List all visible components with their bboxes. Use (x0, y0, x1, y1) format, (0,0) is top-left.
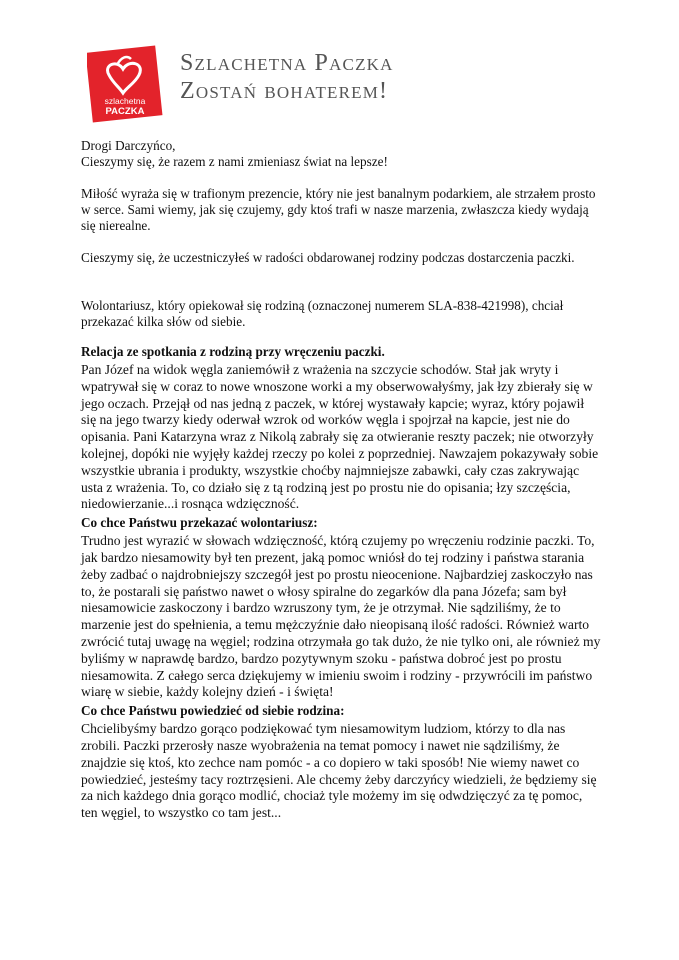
brand-logo (87, 43, 163, 123)
paragraph-joy: Cieszymy się, że uczestniczyłeś w radości obdarowanej rodziny podczas dostarczenia paczki. (81, 250, 575, 265)
brand-subtitle: Zostań bohaterem! (180, 78, 389, 104)
section-heading-family: Co chce Państwu powiedzieć od siebie rodzina: (81, 703, 345, 719)
paragraph-love: Miłość wyraża się w trafionym prezencie, który nie jest banalnym podarkiem, ale strzałem prosto w serce. Sami wiemy, jak się czujemy, gdy ktoś trafi w nasze marzenia, zwłaszcza kiedy wydają się nierealne. (81, 186, 596, 233)
section-text-volunteer: Trudno jest wyrazić w słowach wdzięczność, którą czujemy po wręczeniu rodzinie paczki. To, jak bardzo niesamowity był ten prezent, jaką pomoc wniósł do tej rodziny i państwa starania żeby zadbać o najdrobniejszy szczegół jest po prostu nieocenione. Najbardziej zaskoczyło nas to, że postarali się państwo nawet o włosy spiralne do zegarków dla pana Józefa; sam był niesamowicie zaskoczony i bardzo wzruszony tym, że je otrzymał. Nie sądziliśmy, że to marzenie jest do spełnienia, a temu mężczyźnie dało nieopisaną ilość radości. Również warto zwrócić tutaj uwagę na węgiel; rodzina otrzymała go tak dużo, że nie tylko oni, ale również my byliśmy w naprawdę bardzo, bardzo pozytywnym szoku - państwa dobroć jest po prostu niesamowita. Z całego serca dziękujemy w imieniu swoim i rodziny - przywrócili im państwo wiarę w siebie, każdy kolejny dzień - i święta! (81, 533, 601, 700)
section-text-family: Chcielibyśmy bardzo gorąco podziękować tym niesamowitym ludziom, którzy to dla nas zrobili. Paczki przerosły nasze wyobrażenia na temat pomocy i nawet nie sądziliśmy, że znajdzie się ktoś, kto zechce nam pomóc - a co dopiero w taki sposób! Nie wiemy nawet co powiedzieć, jesteśmy tacy roztrzęsieni. Ale chcemy żeby darczyńcy wiedzieli, że będziemy się za nich każdego dnia gorąco modlić, chociaż tyle możemy im się odwdzięczyć za tę pomoc, ten węgiel, to wszystko co tam jest... (81, 721, 597, 821)
section-heading-meeting: Relacja ze spotkania z rodziną przy wręczeniu paczki. (81, 344, 385, 359)
paragraph-volunteer: Wolontariusz, który opiekował się rodziną (oznaczonej numerem SLA-838-421998), chciał przekazać kilka słów od siebie. (81, 298, 564, 329)
section-text-meeting: Pan Józef na widok węgla zaniemówił z wrażenia na szczycie schodów. Stał jak wryty i wpatrywał się w coraz to nowe wnoszone worki a my obserwowałyśmy, jak łzy zbierały się w jego oczach. Przejął od nas jedną z paczek, w której wystawały kapcie; wyraz, który pojawił się na jego twarzy kiedy oderwał wzrok od worków węgla i spojrzał na kapcie, jest nie do opisania. Pani Katarzyna wraz z Nikolą zabrały się za otwieranie reszty paczek; nie otworzyły kolejnej, dopóki nie wyjęły każdej rzeczy po kolei z poprzedniej. Nawzajem pokazywały sobie wszystkie ubrania i produkty, wszystkie choćby najmniejsze zabawki, cały czas zakrywając usta z wrażenia. To, co działo się z tą rodziną jest po prostu nie do opisania; łzy szczęścia, niedowierzanie...i rosnąca wdzięczność. (81, 362, 599, 512)
heart-gift-icon (87, 43, 163, 123)
logo-text-line2: PACZKA (105, 106, 145, 117)
brand-title: Szlachetna Paczka (180, 50, 394, 76)
section-heading-volunteer: Co chce Państwu przekazać wolontariusz: (81, 515, 318, 531)
intro-line: Cieszymy się, że razem z nami zmieniasz świat na lepsze! (81, 154, 388, 169)
letter-body (81, 138, 601, 822)
logo-text-line1: szlachetna (104, 96, 146, 106)
greeting: Drogi Darczyńco, (81, 138, 176, 153)
